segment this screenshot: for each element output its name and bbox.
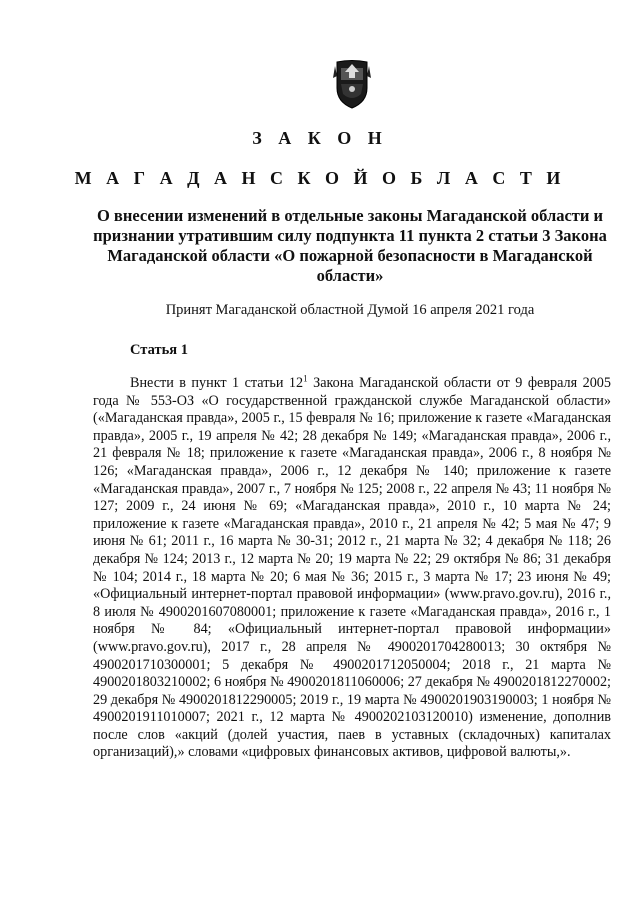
superscript-number: 1: [303, 373, 308, 384]
adoption-line: Принят Магаданской областной Думой 16 апреля 2021 года: [165, 302, 535, 318]
coat-of-arms-emblem: [331, 58, 373, 110]
region-heading: М А Г А Д А Н С К О Й О Б Л А С Т И: [74, 168, 566, 188]
law-heading: З А К О Н: [252, 128, 388, 148]
article-heading: Статья 1: [130, 342, 188, 358]
coat-of-arms-icon: [331, 58, 373, 110]
article-body-start: Внести в пункт 1 статьи 12: [130, 375, 304, 391]
law-subject-title: О внесении изменений в отдельные законы Магаданской области и признании утратившим силу подпункта 11 пункта 2 статьи 3 Закона Магаданской области «О пожарной безопасности в Магаданской области»: [93, 206, 607, 285]
article-body: [93, 375, 611, 762]
article-body-rest: Закона Магаданской области от 9 февраля 2005 года № 553-ОЗ «О государственной гражданской службе Магаданской области» («Магаданская правда», 2005 г., 15 февраля № 16; приложение к газете «Магаданская правда», 2005 г., 19 апреля № 42; 28 декабря № 149; «Магаданская правда», 2006 г., 21 февраля № 18; приложение к газете «Магаданская правда», 2006 г., 8 ноября № 126; «Магаданская правда», 2006 г., 12 декабря № 140; приложение к газете «Магаданская правда», 2007 г., 7 ноября № 125; 2008 г., 22 апреля № 43; 11 ноября № 127; 2009 г., 24 июня № 69; «Магаданская правда», 2010 г., 10 марта № 24; приложение к газете «Магаданская правда», 2010 г., 21 апреля № 42; 5 мая № 47; 9 июня № 61; 2011 г., 16 марта № 30-31; 2012 г., 21 марта № 32; 4 декабря № 118; 26 декабря № 124; 2013 г., 12 марта № 20; 19 марта № 22; 29 октября № 86; 31 декабря № 104; 2014 г., 18 марта № 20; 6 мая № 36; 2015 г., 3 марта № 17; 23 июня № 49; «Официальный интернет-портал правовой информации» (www.pravo.gov.ru), 2016 г., 8 июля № 4900201607080001; приложение к газете «Магаданская правда», 2016 г., 1 ноября № 84; «Официальный интернет-портал правовой информации» (www.pravo.gov.ru), 2017 г., 28 апреля № 4900201704280013; 30 октября № 4900201710300001; 5 декабря № 4900201712050004; 2018 г., 21 марта № 4900201803210002; 6 ноября № 4900201811060006; 27 декабря № 4900201812270002; 29 декабря № 4900201812290005; 2019 г., 19 марта № 4900201903190003; 1 ноября № 4900201911010007; 2021 г., 12 марта № 4900202103120010) изменение, дополнив после слов «акций (долей участия, паев в уставных (складочных) капиталах организаций),» словами «цифровых финансовых активов, цифровой валюты,».: [93, 375, 611, 761]
